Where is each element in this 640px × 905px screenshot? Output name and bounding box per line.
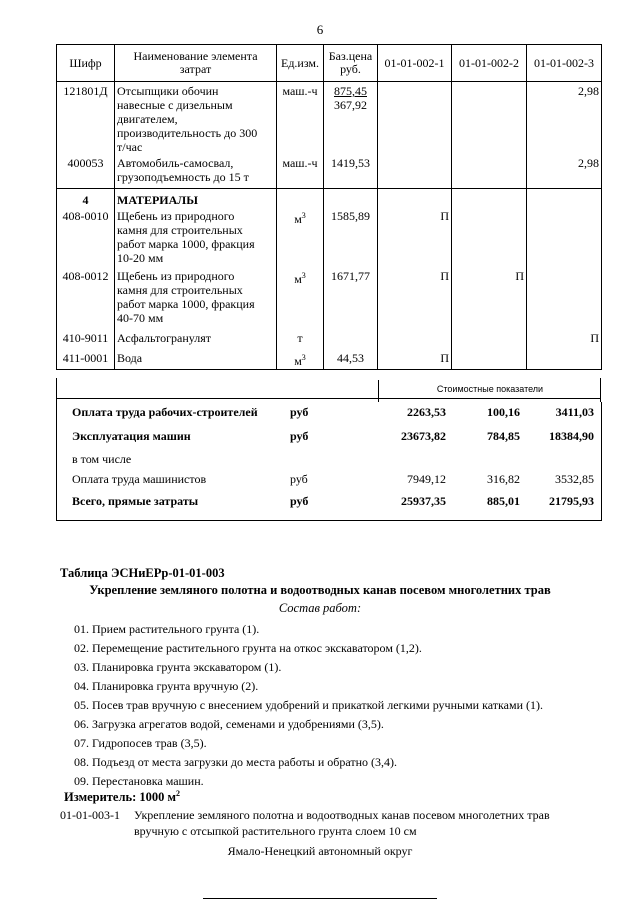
table-row: 121801Д Отсыпщики обочин навесные с дизельным двигателем, производительность до 300 т/час маш.-ч 875,45 367,92 2,98 bbox=[57, 82, 602, 155]
list-item: 03. Планировка грунта экскаватором (1). bbox=[74, 660, 282, 674]
list-item: 05. Посев трав вручную с внесением удобрений и прикаткой легкими ручными катками (1). bbox=[74, 698, 543, 712]
total-label: Эксплуатация машин bbox=[72, 429, 191, 443]
table-header-row bbox=[57, 45, 602, 82]
item-code: 01-01-003-1 bbox=[60, 808, 120, 822]
total-value-1: 7949,12 bbox=[407, 472, 446, 486]
resource-table bbox=[56, 44, 602, 370]
table-row: 408-0012 Щебень из природного камня для строительных работ марка 1000, фракция 40-70 мм $м^3$ 1671,77 П П bbox=[57, 269, 602, 331]
page-number: 6 bbox=[316, 22, 324, 37]
section-subtitle: Состав работ: bbox=[278, 601, 362, 615]
meter-label: Измеритель: 1000 $м^2$ bbox=[64, 789, 181, 805]
header-unit: Ед.изм. bbox=[277, 45, 324, 82]
cost-indicators-label: Стоимостные показатели bbox=[436, 384, 544, 394]
list-item: 06. Загрузка агрегатов водой, семенами и удобрениями (3,5). bbox=[74, 717, 384, 731]
table-row: 400053 Автомобиль-самосвал, грузоподъемность до 15 т маш.-ч 1419,53 2,98 bbox=[57, 154, 602, 189]
total-label: Оплата труда рабочих-строителей bbox=[72, 405, 258, 419]
list-item: 01. Прием растительного грунта (1). bbox=[74, 622, 260, 636]
total-value-2: 885,01 bbox=[487, 494, 520, 508]
page-footer: Ямало-Ненецкий автономный округ bbox=[227, 844, 413, 858]
total-value-3: 3532,85 bbox=[555, 472, 594, 486]
table-row: 408-0010 Щебень из природного камня для строительных работ марка 1000, фракция 10-20 мм $м^3$ 1585,89 П bbox=[57, 209, 602, 269]
item-text-line2: вручную с отсыпкой растительного грунта слоем 10 см bbox=[134, 824, 417, 838]
total-value-1: 23673,82 bbox=[401, 429, 446, 443]
total-value-2: 100,16 bbox=[487, 405, 520, 419]
total-value-2: 784,85 bbox=[487, 429, 520, 443]
item-text-line1: Укрепление земляного полотна и водоотводных канав посевом многолетних трав bbox=[134, 808, 550, 822]
total-value-3: 3411,03 bbox=[555, 405, 594, 419]
header-col3: 01-01-002-3 bbox=[527, 45, 602, 82]
list-item: 08. Подъезд от места загрузки до места работы и обратно (3,4). bbox=[74, 755, 398, 769]
total-unit: руб bbox=[290, 429, 309, 443]
total-label: Всего, прямые затраты bbox=[72, 494, 199, 508]
footer-line bbox=[203, 898, 437, 899]
total-value-2: 316,82 bbox=[487, 472, 520, 486]
total-unit: руб bbox=[290, 494, 309, 508]
list-item: 02. Перемещение растительного грунта на откос экскаватором (1,2). bbox=[74, 641, 422, 655]
total-label: в том числе bbox=[72, 452, 132, 466]
total-unit: руб bbox=[290, 405, 309, 419]
total-value-3: 18384,90 bbox=[549, 429, 594, 443]
table-label: Таблица ЭСНиЕРр-01-01-003 bbox=[60, 566, 225, 580]
list-item: 09. Перестановка машин. bbox=[74, 774, 204, 788]
total-value-1: 25937,35 bbox=[401, 494, 446, 508]
total-unit: руб bbox=[290, 472, 308, 486]
header-name: Наименование элемента затрат bbox=[115, 45, 277, 82]
header-col1: 01-01-002-1 bbox=[378, 45, 452, 82]
table-row: 4 МАТЕРИАЛЫ bbox=[57, 189, 602, 210]
list-item: 07. Гидропосев трав (3,5). bbox=[74, 736, 207, 750]
total-value-3: 21795,93 bbox=[549, 494, 594, 508]
section-title: Укрепление земляного полотна и водоотводных канав посевом многолетних трав bbox=[89, 583, 551, 597]
header-col2: 01-01-002-2 bbox=[452, 45, 527, 82]
header-code: Шифр bbox=[57, 45, 115, 82]
total-label: Оплата труда машинистов bbox=[72, 472, 207, 486]
header-price: Баз.цена руб. bbox=[324, 45, 378, 82]
total-value-1: 2263,53 bbox=[407, 405, 446, 419]
table-row: 410-9011 Асфальтогранулят т П bbox=[57, 331, 602, 351]
list-item: 04. Планировка грунта вручную (2). bbox=[74, 679, 259, 693]
table-row: 411-0001 Вода $м^3$ 44,53 П bbox=[57, 351, 602, 370]
